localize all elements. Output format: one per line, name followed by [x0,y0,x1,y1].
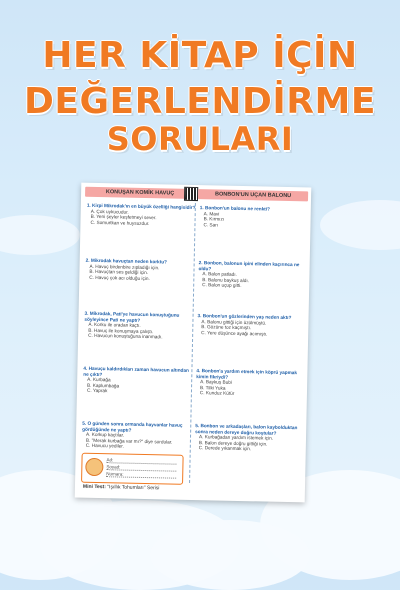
worksheet [75,183,312,503]
answer-option: B. Balonu baykuş aldı. [202,276,250,283]
footnote-text: "Işıllık Tohumları" Serisi [105,484,160,492]
question-block [195,423,306,453]
answer-option: A. Balon patladı. [202,271,237,278]
answer-option: A. Havuç birdenbire zıpladığı için. [89,263,160,270]
question-block [197,313,307,338]
surname-field: Soyad: [106,464,176,471]
answer-option: A. Balonu gittiği için üzülmüştü. [201,318,267,326]
answer-option: B. Tilki Yuka [200,384,226,391]
question-block [82,421,193,451]
question-text: 3. Bonbon'un gözlerinden yaş neden aktı? [197,313,292,321]
name-field: Ad: [106,457,176,464]
left-header: KONUŞAN KOMİK HAVUÇ [85,187,195,199]
answer-option: C. Derede yıkanmak için. [198,445,252,452]
answer-option: A. Çok uykucudur. [90,208,129,215]
answer-option: C. Somurtkan ve huysuzdur. [90,219,150,226]
answer-option: B. Yeni şeyler keşfetmeyi sever. [90,214,157,221]
question-block [86,203,196,228]
owl-badge-icon [85,458,103,476]
question-text: 1. Kirpi Mikrodak'ın en büyük özelliği hangisidir? [86,202,196,211]
question-block [85,258,195,283]
footnote-bold: Mini Test: [82,483,106,491]
answer-option: B. Havuçtan ses geldiği için. [89,269,149,276]
student-info-box [81,453,184,485]
answer-option: B. Kaplumbağa [87,382,120,389]
question-block [199,205,309,230]
answer-option: C. Sarı [203,221,219,228]
question-block [196,368,307,398]
answer-option: B. "Merak kurbağa var mı?" diye sordular. [85,437,173,445]
answer-option: C. Havuç çok acı olduğu için. [89,274,150,281]
answer-option: C. Kunduz Kütür [199,390,235,397]
answer-option: B. Gözüne toz kaçmıştı. [201,324,252,331]
left-column [85,187,195,199]
right-header: BONBON'UN UÇAN BALONU [198,189,308,201]
cloud [150,520,310,590]
answer-option: C. Yaprak [86,388,108,394]
answer-option: A. Korku ile oradan kaçtı. [88,321,141,329]
cloud [0,215,80,255]
answer-option: A. Kurbağa [87,376,111,383]
title-line-2: DEĞERLENDİRME [24,81,376,122]
answer-option: A. Korkup kaçtılar. [85,431,125,438]
answer-option: A. Kurbağadan yardım istemek için. [198,434,274,441]
question-text: 5. O günden sonra ormanda hayvanlar havuç gördüğünde ne yaptı? [82,420,183,433]
qr-code-icon [184,187,198,201]
answer-option: C. Balon uçup gitti. [202,282,242,289]
title-line-3: SORULARI [106,120,294,158]
question-block [84,311,195,341]
answer-option: C. Yere düşünce ayağı acımıştı. [201,329,268,337]
question-text: 2. Bonbon, balonun ipini elinden kaçırınca ne oldu? [198,260,300,271]
question-block [83,366,194,396]
question-text: 4. Havuçu kaldırdıkları zaman havucun altından ne çıktı? [83,365,189,377]
question-text: 3. Mikrodak, Pati'ye havucun konuştuğunu söyleyince Pati ne yaptı? [84,310,180,323]
answer-option: C. Havucu yediler. [85,443,124,449]
answer-option: B. Kırmızı [203,216,225,222]
question-text: 2. Mikrodak havuçtan neden korktu? [85,257,168,265]
answer-option: A. Baykuş Bubi [200,379,233,386]
right-column [198,189,308,201]
question-text: 5. Bonbon ve arkadaşları, balon kaybolduktan sonra neden dereye doğru koştular? [195,423,298,436]
number-field: Numara: [106,471,176,478]
question-text: 1. Bonbon'un balonu ne renkti? [199,205,270,212]
answer-option: B. Balon dereye doğru gittiği için. [198,439,268,447]
answer-option: C. Havucun konuştuğuna inanmadı. [88,333,163,340]
question-block [198,260,309,290]
footnote [83,484,160,492]
title-line-1: HER KİTAP İÇİN [42,35,358,76]
question-text: 4. Bonbon'a yardım etmek için köprü yapmak kimin fikriydi? [196,368,298,380]
cloud [320,200,400,250]
answer-option: B. Havuç ile konuşmaya çalıştı. [88,327,154,334]
answer-option: A. Mavi [203,210,220,217]
